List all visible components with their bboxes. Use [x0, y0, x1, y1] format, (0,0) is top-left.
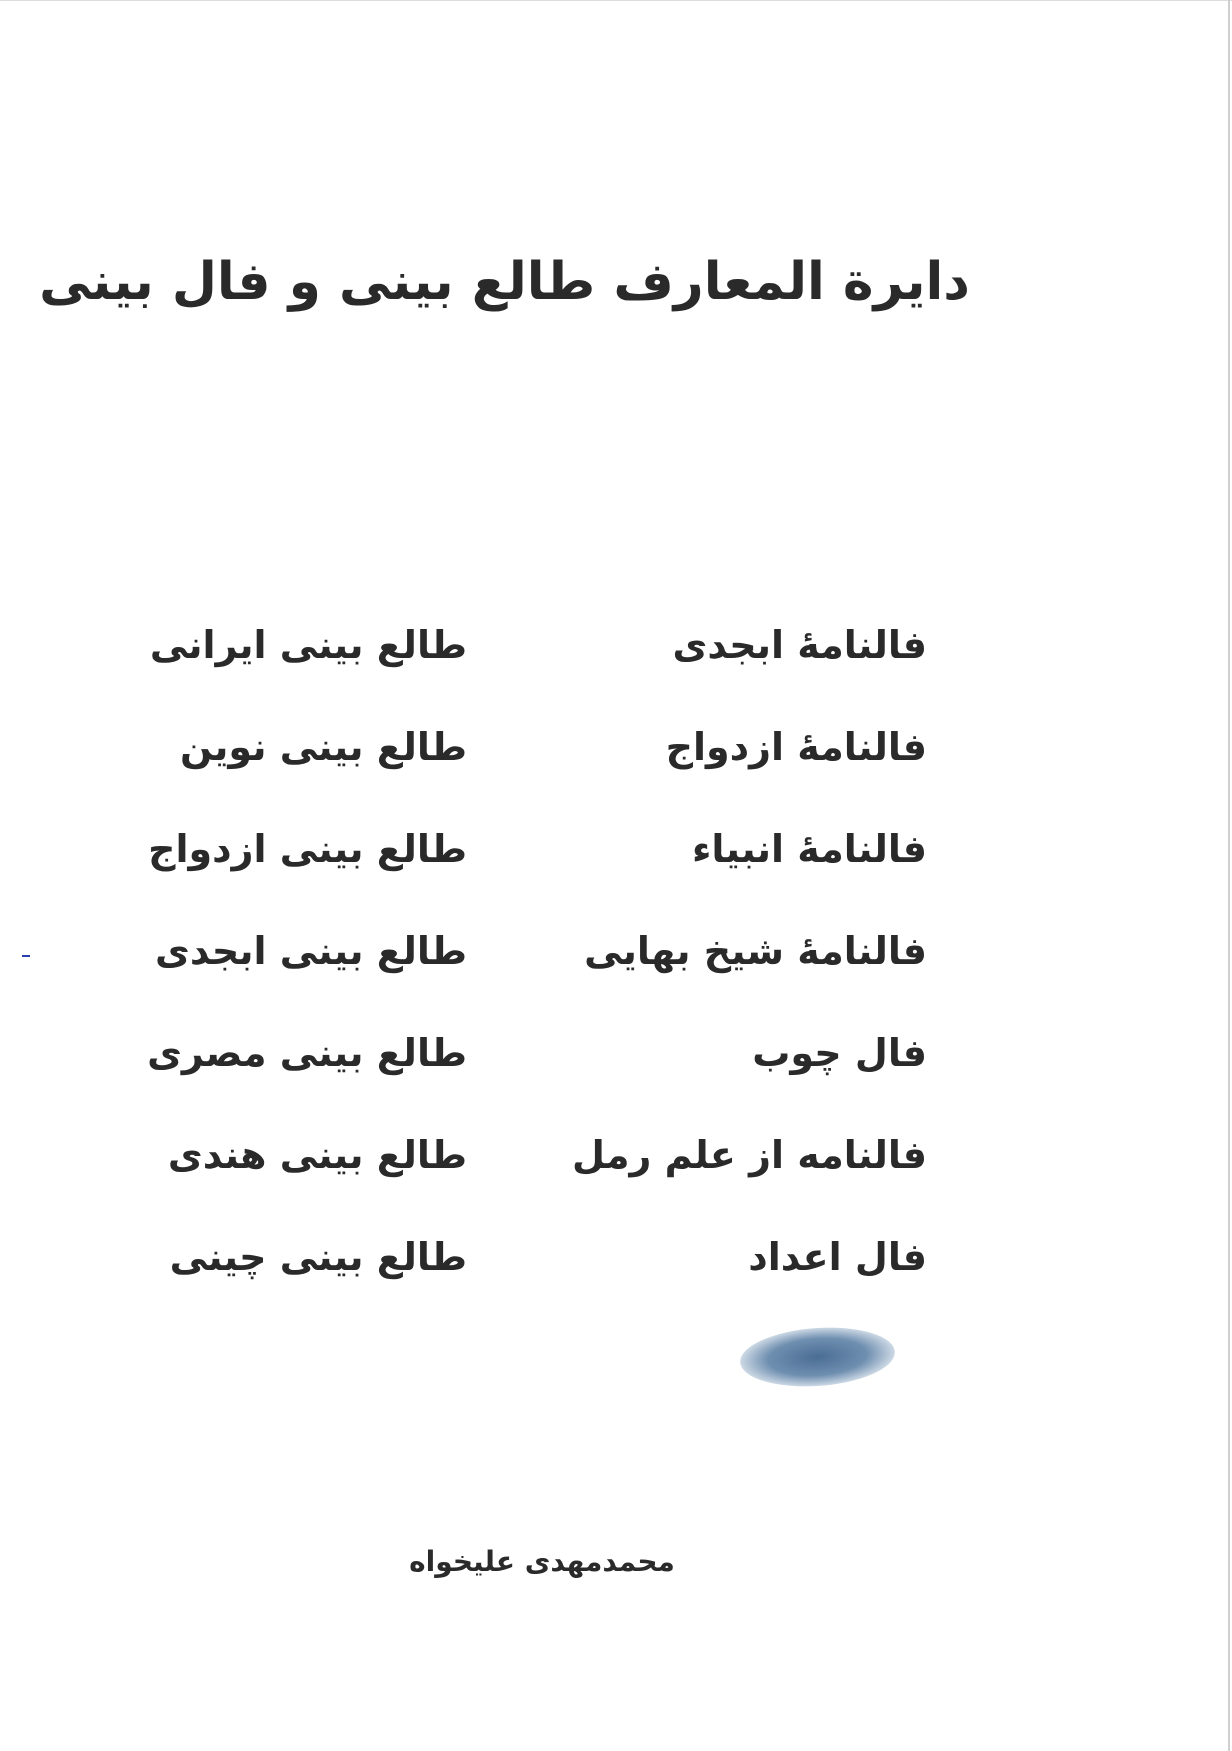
scan-mark — [22, 955, 30, 957]
list-item: فالنامه از علم رمل — [572, 1133, 927, 1177]
page-title: دایرة المعارف طالع بینی و فال بینی — [39, 252, 970, 312]
list-item: طالع بینی مصری — [147, 1031, 467, 1075]
list-item: فال اعداد — [748, 1235, 927, 1279]
list-item: طالع بینی نوین — [179, 725, 467, 769]
list-item: طالع بینی ازدواج — [148, 827, 467, 871]
list-item: طالع بینی ابجدی — [155, 929, 467, 973]
horoscope-list-left — [147, 594, 467, 1308]
blue-stamp-mark — [738, 1323, 897, 1392]
list-item: فالنامهٔ ابجدی — [672, 623, 927, 667]
author-name: محمدمهدی علیخواه — [409, 1545, 675, 1578]
list-item: فالنامهٔ شیخ بهایی — [584, 929, 927, 973]
list-item: فال چوب — [752, 1031, 927, 1075]
fortune-list-right — [572, 594, 927, 1308]
list-item: طالع بینی ایرانی — [149, 623, 467, 667]
page-right-edge — [1228, 0, 1230, 1751]
list-item: فالنامهٔ ازدواج — [665, 725, 927, 769]
list-item: طالع بینی هندی — [167, 1133, 467, 1177]
list-item: طالع بینی چینی — [169, 1235, 467, 1279]
list-item: فالنامهٔ انبیاء — [691, 827, 927, 871]
page-top-edge — [0, 0, 1232, 1]
